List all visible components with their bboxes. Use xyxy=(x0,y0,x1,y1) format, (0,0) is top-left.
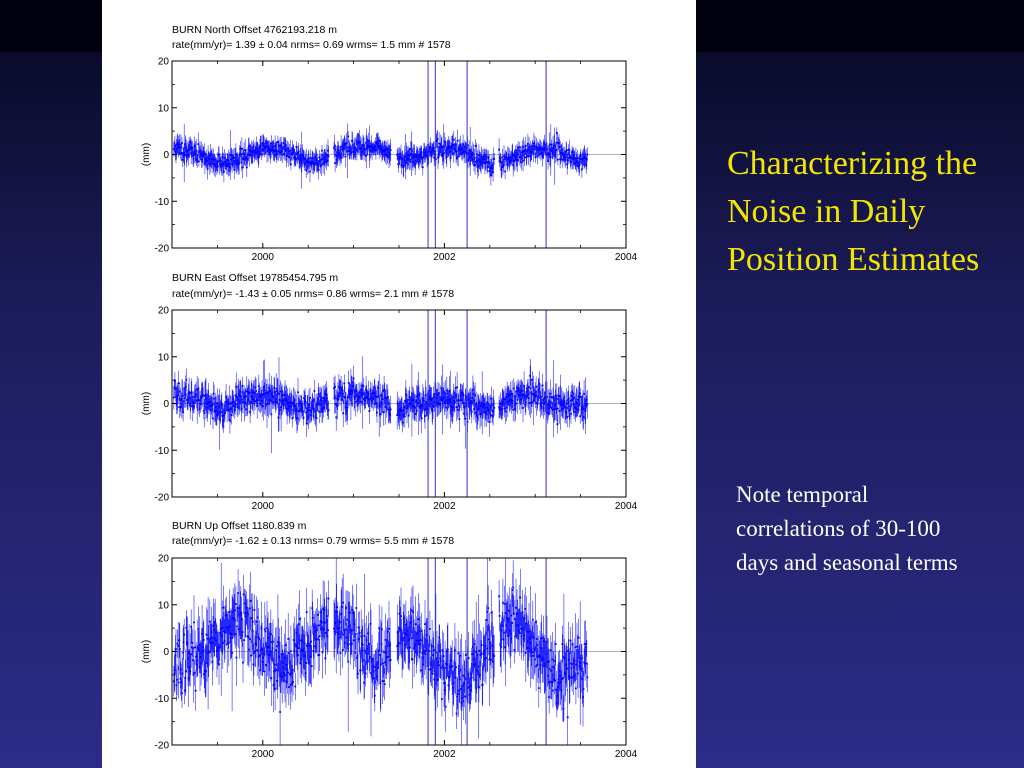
y-tick-label: 20 xyxy=(157,56,169,68)
y-tick-label: -10 xyxy=(154,693,169,705)
y-tick-label: 10 xyxy=(157,103,169,115)
x-tick-label: 2004 xyxy=(614,501,638,512)
y-axis-label: (mm) xyxy=(141,391,152,416)
slide-title: Characterizing the Noise in Daily Position Estimates xyxy=(727,145,980,278)
x-tick-label: 2000 xyxy=(251,252,274,263)
x-tick-label: 2000 xyxy=(251,501,274,512)
panel-stats: rate(mm/yr)= -1.62 ± 0.13 nrms= 0.79 wrms= 5.5 mm # 1578 xyxy=(172,535,455,547)
panel-1 xyxy=(141,24,638,263)
timeseries-plots xyxy=(102,0,696,768)
y-axis-label: (mm) xyxy=(141,142,152,167)
y-tick-label: 10 xyxy=(157,352,169,364)
x-tick-label: 2002 xyxy=(433,501,456,512)
x-tick-label: 2000 xyxy=(251,749,274,760)
x-tick-label: 2002 xyxy=(433,749,456,760)
data-points xyxy=(173,124,588,189)
y-tick-label: 0 xyxy=(163,150,169,161)
panel-stats: rate(mm/yr)= -1.43 ± 0.05 nrms= 0.86 wrms= 2.1 mm # 1578 xyxy=(172,288,455,300)
y-tick-label: -10 xyxy=(154,445,169,457)
y-tick-label: 10 xyxy=(157,600,169,612)
panel-2 xyxy=(141,272,638,512)
panel-title: BURN Up Offset 1180.839 m xyxy=(172,520,307,532)
x-tick-label: 2002 xyxy=(433,252,456,263)
y-tick-label: -20 xyxy=(154,243,169,255)
panel-stats: rate(mm/yr)= 1.39 ± 0.04 nrms= 0.69 wrms= 1.5 mm # 1578 xyxy=(172,39,451,51)
panel-title: BURN North Offset 4762193.218 m xyxy=(172,24,337,36)
data-points xyxy=(173,356,588,453)
y-tick-label: -10 xyxy=(154,196,169,208)
y-axis-label: (mm) xyxy=(141,639,152,664)
y-tick-label: 0 xyxy=(163,647,169,658)
data-points xyxy=(173,540,588,768)
gps-timeseries-figure xyxy=(102,0,696,768)
slide-note: Note temporal correlations of 30-100 days and seasonal terms xyxy=(736,482,958,575)
y-tick-label: -20 xyxy=(154,740,169,752)
x-tick-label: 2004 xyxy=(614,252,638,263)
y-tick-label: 0 xyxy=(163,399,169,410)
panel-title: BURN East Offset 19785454.795 m xyxy=(172,272,339,284)
x-tick-label: 2004 xyxy=(614,749,638,760)
panel-3 xyxy=(141,520,638,768)
error-bars xyxy=(174,124,588,189)
y-tick-label: 20 xyxy=(157,305,169,317)
y-tick-label: -20 xyxy=(154,492,169,504)
y-tick-label: 20 xyxy=(157,553,169,565)
